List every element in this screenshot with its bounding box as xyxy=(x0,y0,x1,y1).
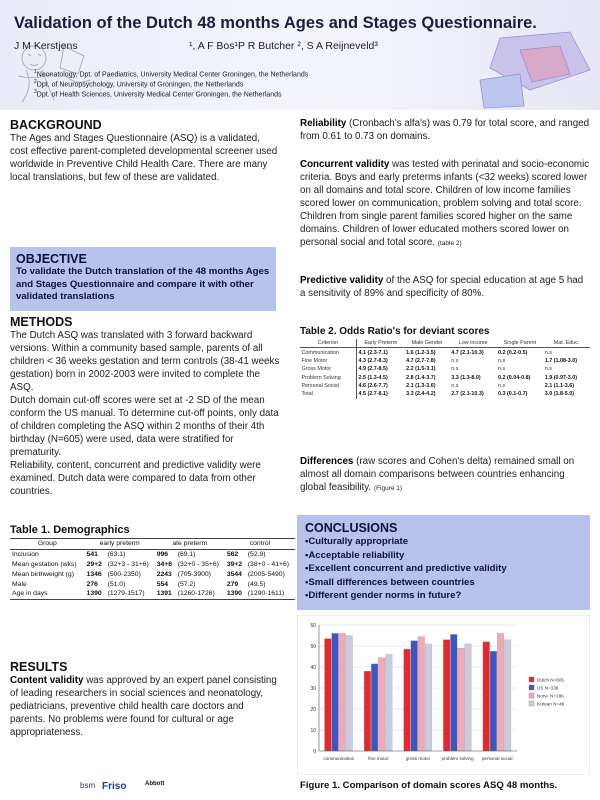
conclusions-heading: CONCLUSIONS xyxy=(305,521,398,535)
table2-section xyxy=(300,326,590,399)
conclusions-box xyxy=(297,515,590,610)
bar xyxy=(497,633,504,751)
background-text: The Ages and Stages Questionnaire (ASQ) is a validated, cost effective parent-completed developmental screener used worldwide in Preventive Child Health Care. There are many local translations, but few of these are validated. xyxy=(10,133,278,183)
legend-label: Dutch N=605 xyxy=(537,677,564,683)
objective-text: To validate the Dutch translation of the 48 months Ages and Stages Questionnaire and compare it with other validated translations xyxy=(16,266,270,302)
y-tick-label: 0 xyxy=(313,749,316,755)
table-row: Inclusion 541 (63.1) 996 (69.1) 562 (52.9) xyxy=(12,551,266,559)
table-row: Gross Motor 4.9 (2.7-8.5) 2.2 (1.5-3.1) n.s n.s n.s xyxy=(301,366,552,373)
legend-swatch xyxy=(529,677,534,682)
table-row: Communication 4.1 (2.3-7.1) 1.6 (1.2-3.5) 4.7 (2.1-10.3) 0.2 (0.2-0.5) n.s xyxy=(301,349,552,356)
co-authors: ¹, A F Bos¹P R Butcher ², S A Reijneveld³ xyxy=(189,40,378,52)
bar xyxy=(378,658,385,751)
x-tick-label: fine motor xyxy=(368,756,389,761)
bar xyxy=(404,649,411,751)
table-row: Fine Motor 4.3 (2.7-8.3) 4.7 (2.7-7.8) n.s n.s 1.7 (1.08-3.0) xyxy=(301,357,578,364)
differences-text: Differences (raw scores and Cohen's delta) remained small on almost all domain comparisons between countries enhancing global feasibility. (Figure 1) xyxy=(300,456,575,493)
logo-bsm: bsm xyxy=(80,781,96,790)
affiliation-1: $^1$Neonatology, Dpt. of Paediatrics, University Medical Center Groningen, the Netherlands xyxy=(34,69,309,79)
table-row: Male 276 (51.0) 554 (57.2) 279 (49.5) xyxy=(12,580,266,588)
concurrent-text: Concurrent validity was tested with perinatal and socio-economic criteria. Boys and early preterms infants (<32 weeks) scored lower on all domains and total score. Children of low income families scored lower on communication, problem solving and total score. Children from single parent families scored higher on the same domains. Children of lower educated mothers scored lower on personal social and total score. (table 2) xyxy=(300,159,590,248)
table1-header-early-preterm: early preterm xyxy=(85,539,155,550)
results-heading: RESULTS xyxy=(10,660,68,674)
affiliation-3: $^3$Dpt. of Health Sciences, University Medical Center Groningen, the Netherlands xyxy=(34,89,282,99)
legend-swatch xyxy=(529,685,534,690)
x-tick-label: personal social xyxy=(481,756,513,761)
table1-header-late-preterm: ate preterm xyxy=(155,539,225,550)
logo-friso: Friso xyxy=(102,781,127,792)
list-item: •Different gender norms in future? xyxy=(305,590,462,601)
table1-header-control: control xyxy=(225,539,295,550)
table-row: Mean gestation (wks) 29+2 (32+3 - 31+6) 34+6 (32+0 - 35+6) 39+2 (38+0 - 41+6) xyxy=(12,560,289,568)
concurrent-section xyxy=(300,158,590,250)
list-item: •Excellent concurrent and predictive validity xyxy=(305,563,507,574)
table-row: Problem Solving 2.5 (1.3-4.5) 2.8 (1.4-3.7) 3.3 (1.3-8.0) 0.2 (0.04-0.8) 1.9 (0.97-3.0) xyxy=(301,374,578,381)
bar xyxy=(332,633,339,751)
table1-header-group: Group xyxy=(10,539,85,550)
affiliation-2: $^2$Dpt. of Neuropsychology, University of Groningen, the Netherlands xyxy=(34,79,244,89)
predictive-section xyxy=(300,274,590,300)
bar xyxy=(411,641,418,751)
y-tick-label: 40 xyxy=(310,665,316,671)
objective-box xyxy=(10,247,276,311)
author-list xyxy=(14,40,378,52)
methods-section xyxy=(10,315,280,498)
y-tick-label: 10 xyxy=(310,728,316,734)
bar xyxy=(346,636,353,752)
reliability-section xyxy=(300,117,590,143)
poster-title: Validation of the Dutch 48 months Ages and Stages Questionnaire. xyxy=(14,14,537,32)
background-heading: BACKGROUND xyxy=(10,118,102,132)
conclusions-list xyxy=(305,535,582,603)
first-author: J M Kerstjens xyxy=(14,40,78,52)
bar xyxy=(504,640,511,751)
bar xyxy=(450,634,457,751)
domain-scores-chart xyxy=(297,615,590,775)
bar xyxy=(425,644,432,751)
bar xyxy=(418,637,425,751)
bar xyxy=(465,644,472,751)
predictive-text: Predictive validity of the ASQ for special education at age 5 had a sensitivity of 89% and specificity of 80%. xyxy=(300,275,584,299)
bar xyxy=(325,639,332,751)
x-tick-label: gross motor xyxy=(405,756,431,761)
bar xyxy=(364,671,371,751)
methods-paragraph-3: Reliability, content, concurrent and predictive validity were examined. Dutch data were compared to data from other countries. xyxy=(10,460,261,497)
table-row: Total 4.5 (2.7-8.1) 3.3 (2.4-4.2) 2.7 (2.1-10.3) 0.3 (0.1-0.7) 3.0 (1.8-5.0) xyxy=(301,391,575,398)
figure-caption: Figure 1. Comparison of domain scores ASQ 48 months. xyxy=(300,780,558,791)
list-item: •Acceptable reliability xyxy=(305,549,405,561)
y-tick-label: 50 xyxy=(310,644,316,650)
differences-section xyxy=(300,455,590,495)
bar xyxy=(490,651,497,751)
reliability-text: Reliability (Cronbach's alfa's) was 0.79 for total score, and ranged from 0.61 to 0.73 on domains. xyxy=(300,118,590,142)
figure-caption-section xyxy=(300,780,590,791)
table1-title: Table 1. Demographics xyxy=(10,524,130,536)
objective-heading: OBJECTIVE xyxy=(16,252,87,266)
x-tick-label: communication xyxy=(323,756,355,761)
methods-heading: METHODS xyxy=(10,315,73,329)
geometric-drawing-illustration xyxy=(460,30,600,110)
bar xyxy=(483,642,490,751)
results-text: Content validity was approved by an expert panel consisting of leading researchers in social sciences and neonatology, pediatricians, preventive child health care doctors and parents. No problems were found for cultural or age appropriateness. xyxy=(10,675,277,738)
y-tick-label: 60 xyxy=(310,623,316,629)
background-section xyxy=(10,118,280,184)
odds-ratio-table: Criterion Early Preterm Male Gender Low income Single Parent Mat. Educ. Communication 4.1 (2.3-7.1) 1.6 (1.2-3.5) 4.7 (2.1-10.3) 0.2 (0.2-0.5) n.s Fine Motor 4.3 (2.7-8.3) 4.7 (2.7-7.8) n.s n.s 1.7 (1.08-3.0) Gross Motor 4.9 (2.7-8.5) 2.2 (1.5-3.1) n.s n.s n.s Problem Solving 2.5 (1.3-4.5) 2.8 (1.4-3.7) 3.3 (1.3-8.0) 0.2 (0.04-0.8) 1.9 (0.97-3.0) Personal Social 4.6 (2.6-7.7) 2.1 (1.3-3.6) n.s n.s 2.1 (1.1-3.6) Total 4.5 (2.7-8.1) 3.3 (2.4-4.2) 2.7 (2.1-10.3) 0.3 (0.1-0.7) 3.0 (1.8-5.0) xyxy=(300,339,590,399)
table-row: Mean birthweight (g) 1346 (500-2350) 2243 (705-3900) 3544 (2005-5490) xyxy=(12,570,285,578)
bar xyxy=(371,664,378,751)
table1-section xyxy=(10,524,295,600)
table-row: Personal Social 4.6 (2.6-7.7) 2.1 (1.3-3.6) n.s n.s 2.1 (1.1-3.6) xyxy=(301,383,575,390)
bar xyxy=(458,648,465,751)
legend-swatch xyxy=(529,701,534,706)
results-section xyxy=(10,660,280,739)
legend-swatch xyxy=(529,693,534,698)
table2-title: Table 2. Odds Ratio's for deviant scores xyxy=(300,326,490,337)
x-tick-label: problem solving xyxy=(441,756,474,761)
sponsor-logos xyxy=(60,770,260,798)
list-item: •Small differences between countries xyxy=(305,576,475,588)
methods-paragraph-2: Dutch domain cut-off scores were set at -2 SD of the mean conform the US manual. To determine cut-off points, only data of children completing the ASQ within 2 months of their 4th birthday (N=605) were used, data were stratified for prematurity. xyxy=(10,395,279,458)
legend-label: Norw. N=186 xyxy=(537,693,564,699)
table-row: Age in days 1390 (1279-1517) 1391 (1260-1726) 1390 (1290-1611) xyxy=(10,589,295,599)
list-item: •Culturally appropriate xyxy=(305,536,409,547)
legend-label: Korean N=46 xyxy=(537,701,565,707)
demographics-table xyxy=(10,538,295,600)
poster-header xyxy=(0,0,600,110)
bar xyxy=(339,633,346,751)
legend-label: US N=338 xyxy=(537,685,559,691)
y-tick-label: 20 xyxy=(310,707,316,713)
bar xyxy=(443,640,450,751)
methods-paragraph-1: The Dutch ASQ was translated with 3 forward backward versions. Within a community based sample, parents of all children < 36 weeks gestation and term controls (38-41 weeks gestation) born in 2002-2003 were invited to complete the ASQ. xyxy=(10,330,280,393)
bar xyxy=(386,654,393,751)
y-tick-label: 30 xyxy=(310,686,316,692)
logo-abbott: Abbott xyxy=(145,781,165,787)
